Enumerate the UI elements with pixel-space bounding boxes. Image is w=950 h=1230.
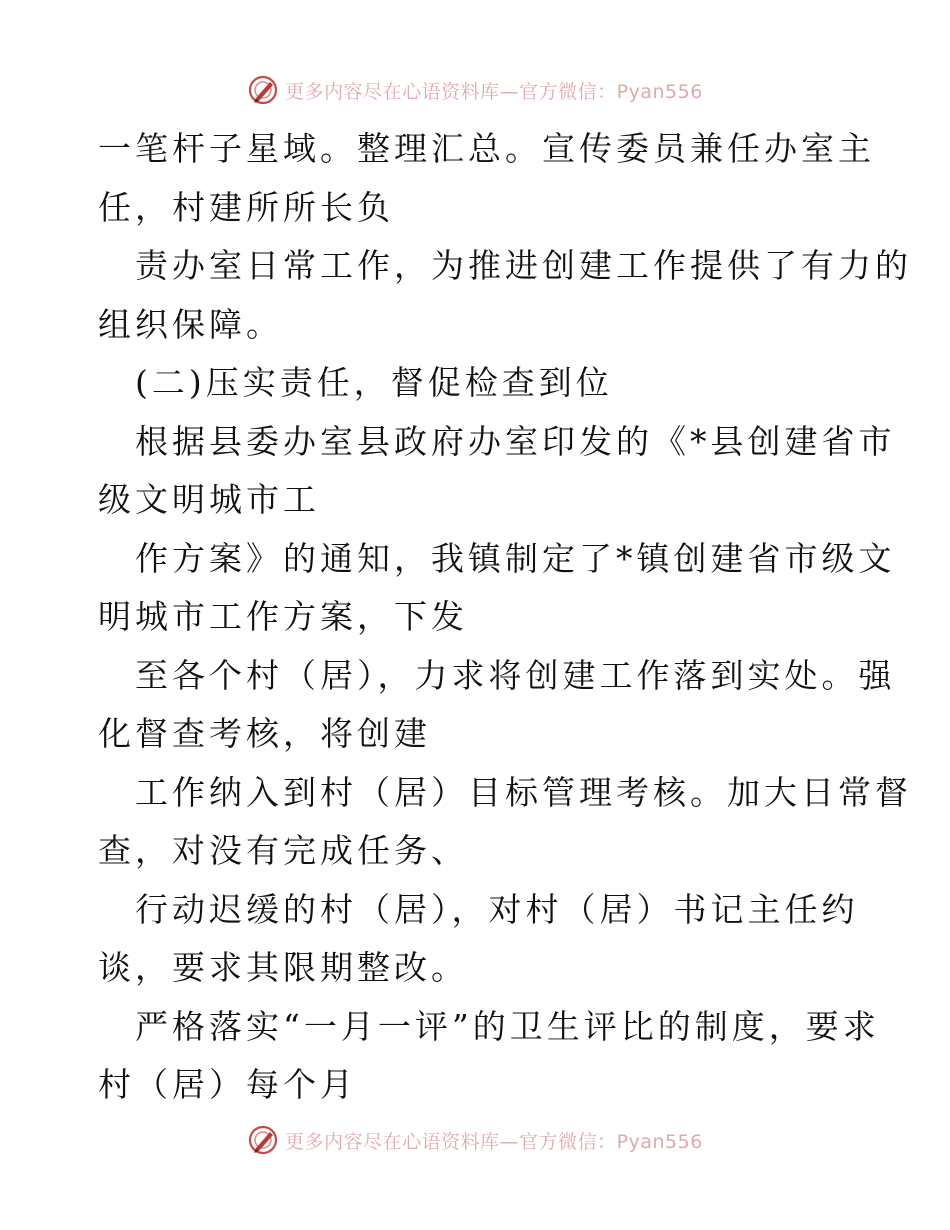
watermark-group [247, 74, 703, 106]
pen-logo-icon [247, 74, 279, 106]
text-line: 任，村建所所长负 [98, 187, 394, 227]
text-line: 严格落实“一月一评”的卫生评比的制度，要求 [135, 1006, 880, 1046]
text-line: 行动迟缓的村（居），对村（居）书记主任约 [135, 889, 859, 929]
document-body [98, 120, 912, 1115]
text-line: 村（居）每个月 [98, 1065, 357, 1104]
text-line: 查，对没有完成任务、 [98, 831, 468, 870]
text-line: 化督查考核，将创建 [98, 714, 431, 753]
watermark-group [247, 1124, 703, 1156]
watermark-text: 更多内容尽在心语资料库—官方微信：Pyan556 [285, 1130, 703, 1153]
section-heading: (二)压实责任，督促检查到位 [135, 363, 613, 402]
watermark-text: 更多内容尽在心语资料库—官方微信：Pyan556 [285, 80, 703, 103]
text-line: 谈，要求其限期整改。 [98, 948, 468, 987]
text-line: 组织保障。 [98, 304, 283, 344]
text-line: 根据县委办室县政府办室印发的《*县创建省市 [135, 421, 896, 461]
text-line: 工作纳入到村（居）目标管理考核。加大日常督 [135, 772, 912, 812]
header-watermark [0, 70, 950, 110]
footer-watermark [0, 1120, 950, 1160]
pen-logo-icon [247, 1124, 279, 1156]
text-line: 作方案》的通知，我镇制定了*镇创建省市级文 [135, 538, 896, 578]
text-line: 一笔杆子星域。整理汇总。宣传委员兼任办室主 [98, 129, 875, 168]
text-line: 责办室日常工作，为推进创建工作提供了有力的 [135, 246, 912, 285]
text-line: 至各个村（居），力求将创建工作落到实处。强 [135, 655, 896, 695]
text-line: 明城市工作方案，下发 [98, 597, 468, 636]
text-line: 级文明城市工 [98, 480, 320, 519]
